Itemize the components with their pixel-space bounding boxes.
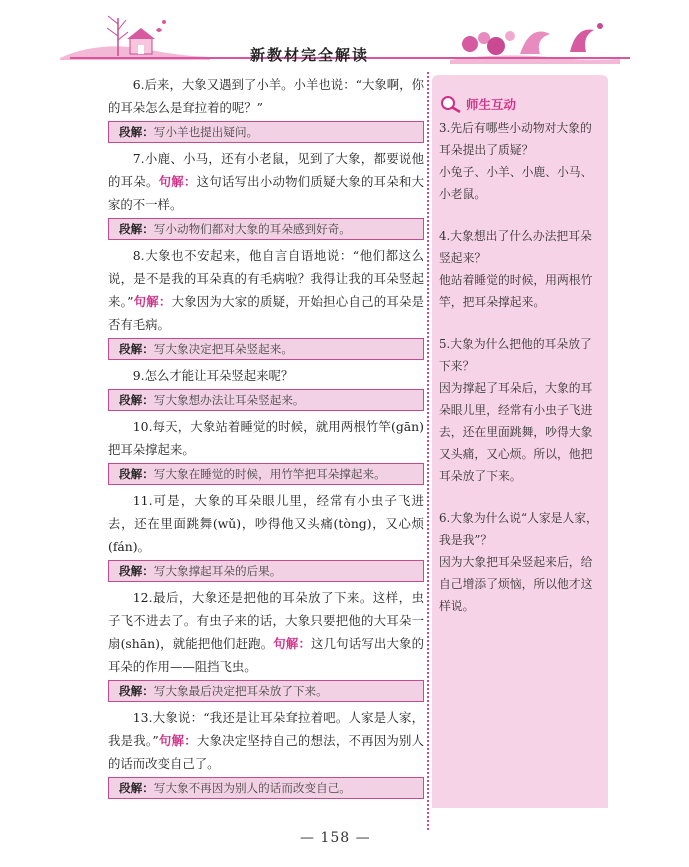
paragraph-text: 8.大象也不安起来，他自言自语地说：“他们都这么说，是不是我的耳朵真的有毛病啦？我得让我的耳朵竖起来。” — [108, 248, 424, 309]
answer-text: 因为撑起了耳朵后，大象的耳朵眼儿里，经常有小虫子飞进去，还在里面跳舞，吵得大象又头痛，又心烦。所以，他把耳朵放了下来。 — [439, 381, 593, 483]
segment-label: 段解： — [119, 342, 154, 356]
paragraph-6: 6.后来，大象又遇到了小羊。小羊也说：“大象啊，你的耳朵怎么是耷拉着的呢？” — [108, 77, 424, 115]
segment-note-13 — [108, 777, 424, 799]
segment-text: 写大象最后决定把耳朵放了下来。 — [153, 684, 328, 698]
paragraph-10: 10.每天，大象站着睡觉的时候，就用两根竹竿(gān)把耳朵撑起来。 — [108, 419, 424, 457]
segment-label: 段解： — [119, 393, 154, 407]
segment-note-12 — [108, 680, 424, 702]
segment-text: 写大象在睡觉的时候，用竹竿把耳朵撑起来。 — [153, 467, 386, 481]
segment-text: 写大象想办法让耳朵竖起来。 — [153, 393, 305, 407]
segment-text: 写小动物们都对大象的耳朵感到好奇。 — [153, 222, 351, 236]
question-text: 3.先后有哪些小动物对大象的耳朵提出了质疑？ — [439, 121, 592, 157]
sentence-note-text: 这几句话写出大象的耳朵的作用——阻挡飞虫。 — [108, 636, 425, 674]
qa-item-6 — [439, 507, 602, 617]
paragraph-8 — [108, 244, 424, 336]
sentence-note-text: 大象因为大家的质疑，开始担心自己的耳朵是否有毛病。 — [108, 294, 425, 332]
sentence-note-label: 句解： — [158, 733, 197, 748]
segment-label: 段解： — [119, 564, 154, 578]
segment-note-6 — [108, 121, 424, 143]
paragraph-text: 7.小鹿、小马，还有小老鼠，见到了大象，都要说他的耳朵。 — [108, 151, 424, 189]
qa-item-3 — [439, 117, 602, 205]
panel-title: 师生互动 — [466, 97, 517, 112]
segment-label: 段解： — [119, 125, 154, 139]
segment-text: 写大象不再因为别人的话而改变自己。 — [153, 781, 351, 795]
paragraph-11: 11.可是，大象的耳朵眼儿里，经常有小虫子飞进去，还在里面跳舞(wǔ)，吵得他又头痛(tòng)，又心烦(fán)。 — [108, 493, 424, 554]
segment-note-10 — [108, 463, 424, 485]
sentence-note-label: 句解： — [273, 636, 312, 651]
segment-label: 段解： — [119, 781, 154, 795]
panel-header — [440, 95, 516, 113]
segment-label: 段解： — [119, 222, 154, 236]
paragraph-13 — [108, 706, 424, 775]
header-title: 新教材完全解读 — [250, 46, 370, 64]
segment-text: 写小羊也提出疑问。 — [153, 125, 259, 139]
paragraph-9: 9.怎么才能让耳朵竖起来呢？ — [132, 368, 294, 383]
paragraph-12 — [108, 586, 424, 678]
segment-text: 写大象决定把耳朵竖起来。 — [153, 342, 293, 356]
answer-text: 因为大象把耳朵竖起来后，给自己增添了烦恼，所以他才这样说。 — [439, 555, 593, 613]
interaction-panel — [432, 75, 608, 808]
house-tree-decoration-icon — [60, 10, 210, 60]
answer-text: 他站着睡觉的时候，用两根竹竿，把耳朵撑起来。 — [439, 273, 593, 309]
segment-label: 段解： — [119, 684, 154, 698]
question-text: 4.大象想出了什么办法把耳朵竖起来？ — [439, 229, 592, 265]
text-column — [108, 73, 424, 803]
paragraph-text: 12.最后，大象还是把他的耳朵放了下来。这样，虫子飞不进去了。有虫子来的话，大象只要把他的大耳朵一扇(shān)，就能把他们赶跑。 — [108, 590, 424, 651]
segment-note-7 — [108, 218, 424, 240]
magnifier-icon — [440, 95, 462, 113]
sentence-note-text: 这句话写出小动物们质疑大象的耳朵和大家的不一样。 — [108, 174, 425, 212]
segment-note-8 — [108, 338, 424, 360]
page-number: — 158 — — [300, 830, 371, 846]
sentence-note-label: 句解： — [133, 294, 172, 309]
question-text: 5.大象为什么把他的耳朵放了下来？ — [439, 337, 592, 373]
column-divider — [427, 72, 429, 830]
segment-label: 段解： — [119, 467, 154, 481]
answer-text: 小兔子、小羊、小鹿、小马、小老鼠。 — [439, 165, 593, 201]
segment-note-9 — [108, 389, 424, 411]
segment-note-11 — [108, 560, 424, 582]
paragraph-text: 13.大象说：“我还是让耳朵耷拉着吧。人家是人家，我是我。” — [108, 710, 424, 748]
segment-text: 写大象撑起耳朵的后果。 — [153, 564, 282, 578]
question-text: 6.大象为什么说“人家是人家，我是我”？ — [439, 511, 598, 547]
paragraph-7 — [108, 147, 424, 216]
page-header — [0, 0, 689, 70]
sentence-note-text: 大象决定坚持自己的想法，不再因为别人的话而改变自己了。 — [108, 733, 425, 771]
sentence-note-label: 句解： — [158, 174, 197, 189]
qa-item-5 — [439, 333, 602, 487]
qa-item-4 — [439, 225, 602, 313]
